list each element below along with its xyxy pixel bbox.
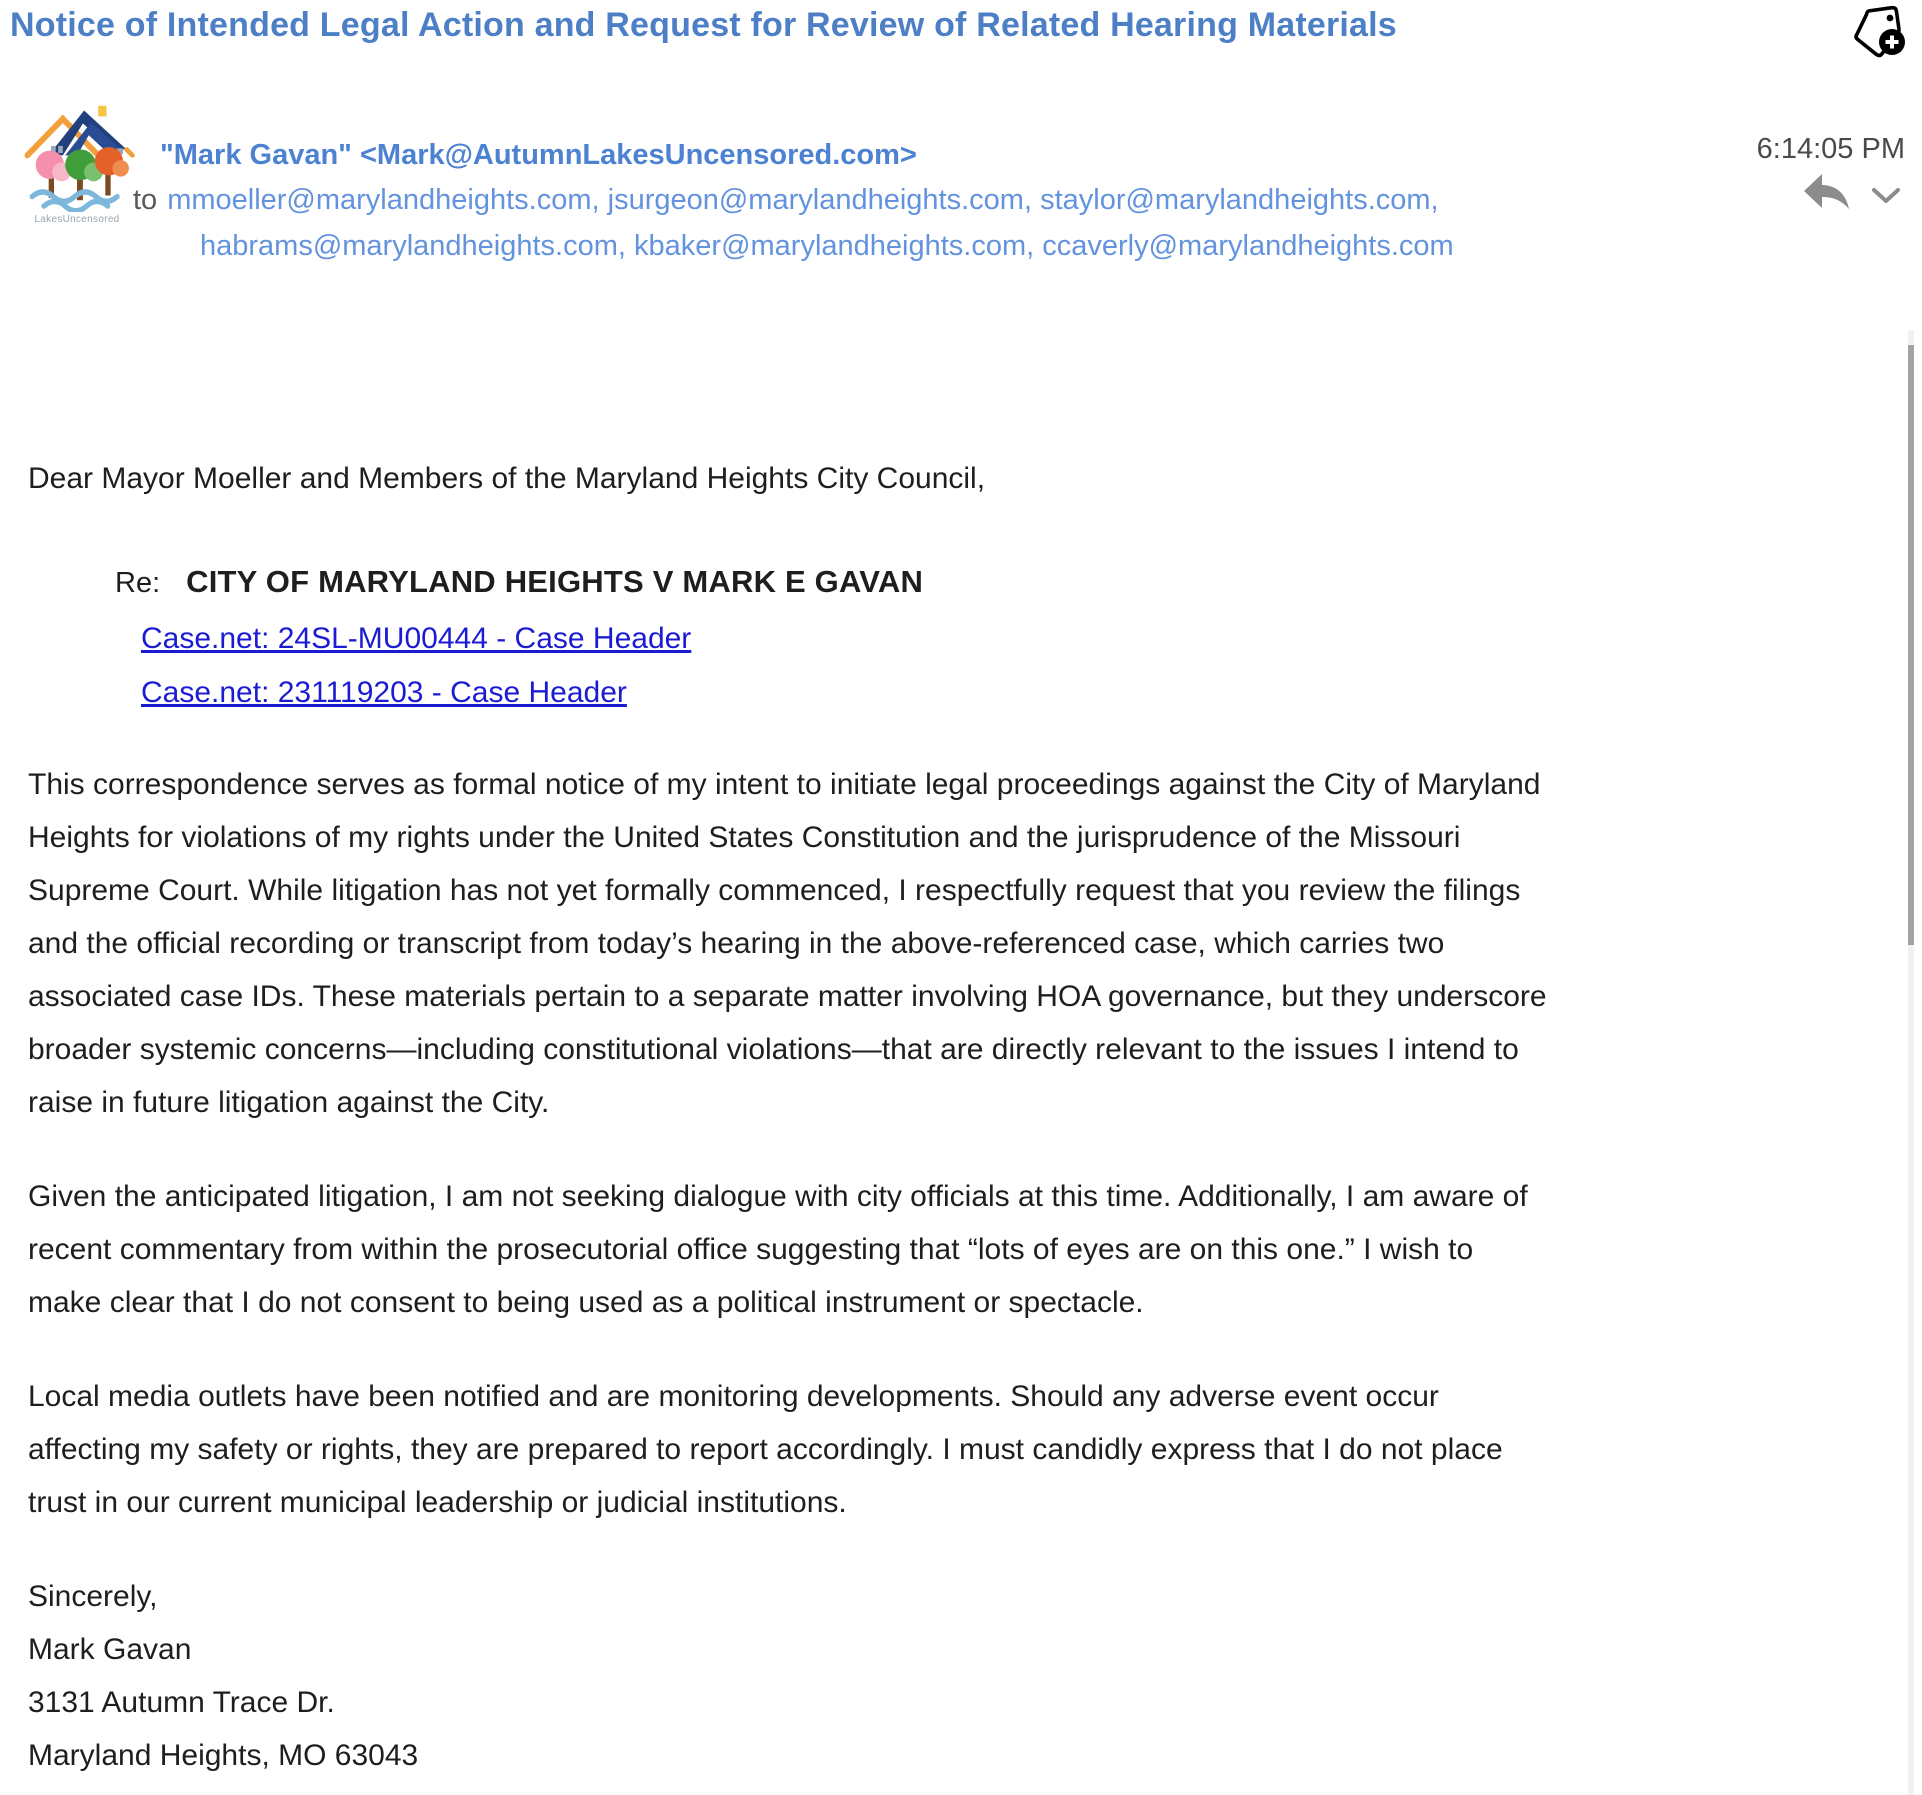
recipient-list-1 [167,184,1438,216]
case-header-link[interactable]: Case.net: 231119203 - Case Header [141,676,627,709]
body-paragraph: Given the anticipated litigation, I am not seeking dialogue with city officials at this time. Additionally, I am aware of recent commentary from within the prosecutorial office suggesting that “lots of eyes are on this one.” I wish to make clear that I do not consent to being used as a political instrument or spectacle. [28,1180,1528,1319]
body-paragraph: This correspondence serves as formal notice of my intent to initiate legal proceedings against the City of Maryland Heights for violations of my rights under the United States Constitution and the jurisprudence of the Missouri Supreme Court. While litigation has not yet formally commenced, I respectfully request that you review the filings and the official recording or transcript from today’s hearing in the above-referenced case, which carries two associated case IDs. These materials pertain to a separate matter involving HOA governance, but they underscore broader systemic concerns—including constitutional violations—that are directly relevant to the issues I intend to raise in future litigation against the City. [28,768,1547,1119]
re-line [28,555,1552,610]
email-separator: , [1430,184,1439,216]
scrollbar-thumb[interactable] [1908,345,1914,945]
chevron-down-icon[interactable] [1868,180,1904,210]
recipient-email[interactable]: jsurgeon@marylandheights.com [607,184,1024,216]
recipient-email[interactable]: kbaker@marylandheights.com [634,230,1027,262]
recipient-email[interactable]: habrams@marylandheights.com [200,230,618,262]
case-header-link[interactable]: Case.net: 24SL-MU00444 - Case Header [141,622,692,655]
to-label: to [133,184,158,216]
recipient-list-2 [200,230,1454,262]
sender-avatar [16,94,138,225]
email-separator: , [1026,230,1043,262]
sender-address[interactable]: "Mark Gavan" <Mark@AutumnLakesUncensored.com> [160,139,917,171]
signature-line: Mark Gavan [28,1633,192,1666]
email-separator: , [591,184,608,216]
email-separator: , [1023,184,1041,216]
lakes-logo-icon [18,94,136,212]
case-title: CITY OF MARYLAND HEIGHTS V MARK E GAVAN [186,564,924,599]
recipients-line-2 [133,223,1693,269]
signature-line: Sincerely, [28,1580,158,1613]
avatar-caption: LakesUncensored [34,214,120,225]
add-tag-icon[interactable] [1848,2,1906,60]
email-separator: , [617,230,635,262]
case-links [28,612,1552,720]
recipient-email[interactable]: ccaverly@marylandheights.com [1042,230,1454,262]
sent-time: 6:14:05 PM [1756,133,1905,165]
body-paragraph: Local media outlets have been notified and are monitoring developments. Should any adverse event occur affecting my safety or rights, they are prepared to report accordingly. I must candidly express that I do not place trust in our current municipal leadership or judicial institutions. [28,1380,1503,1519]
paragraphs [28,758,1552,1529]
reply-button[interactable] [1802,172,1852,216]
recipient-email[interactable]: staylor@marylandheights.com [1040,184,1431,216]
re-label: Re: [115,567,161,599]
message-header [133,133,1693,269]
email-body [28,452,1552,1782]
signature-line: 3131 Autumn Trace Dr. [28,1686,335,1719]
salutation: Dear Mayor Moeller and Members of the Maryland Heights City Council, [28,462,986,495]
recipients-line-1 [133,177,1693,223]
recipient-email[interactable]: mmoeller@marylandheights.com [167,184,592,216]
email-subject: Notice of Intended Legal Action and Request for Review of Related Hearing Materials [10,6,1397,44]
signature-block [28,1570,1552,1782]
signature-line: Maryland Heights, MO 63043 [28,1739,419,1772]
